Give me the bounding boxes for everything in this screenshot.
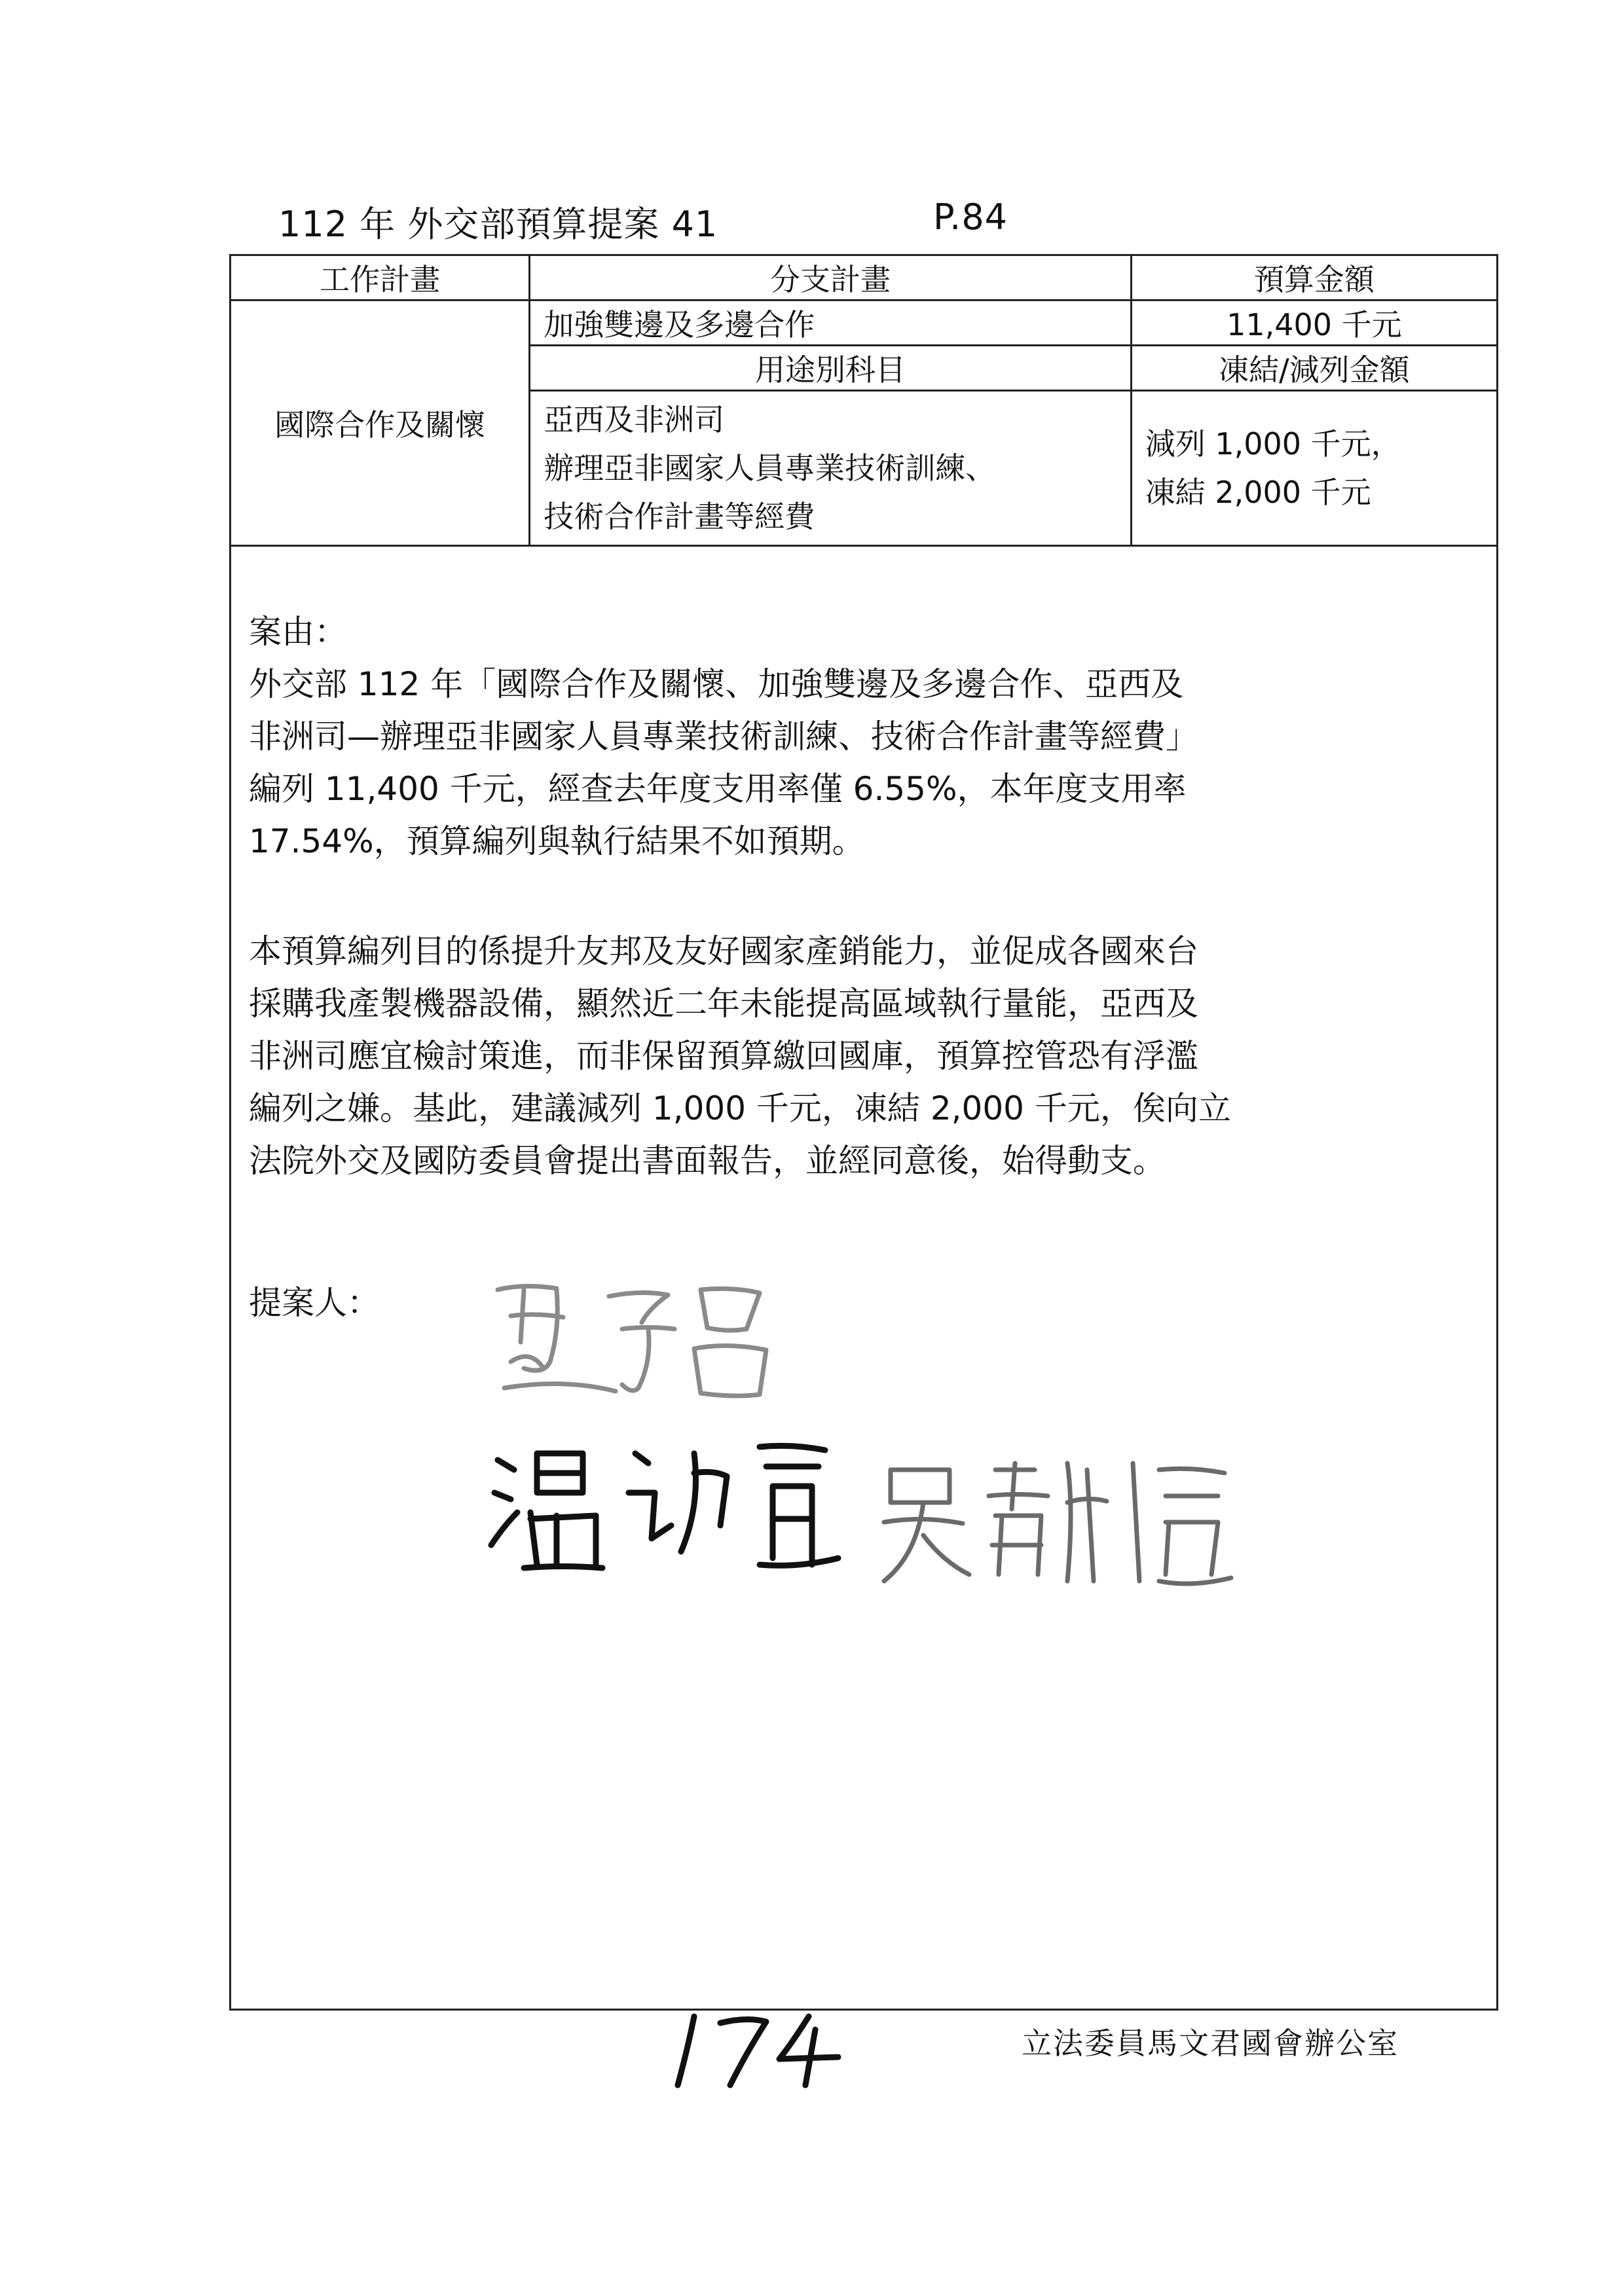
page-number-handwriting [668,2003,851,2095]
document-header [278,196,1008,247]
reason-line: 外交部 112 年「國際合作及關懷、加強雙邊及多邊合作、亞西及 [249,665,1184,703]
table-header-row [231,255,1498,301]
proposer-label: 提案人： [249,1284,380,1322]
reason-label: 案由： [249,613,347,651]
branch-row [231,301,1498,346]
reason-line: 17.54%，預算編列與執行結果不如預期。 [249,822,865,860]
reason-line: 本預算編列目的係提升友邦及友好國家產銷能力，並促成各國來台 [249,932,1198,970]
reason-line: 編列 11,400 千元，經查去年度支用率僅 6.55%，本年度支用率 [249,770,1187,808]
reason-line: 編列之嫌。基此，建議減列 1,000 千元，凍結 2,000 千元，俟向立 [249,1089,1231,1127]
signature-wu-sz-huai [871,1450,1238,1601]
item-line: 技術合作計畫等經費 [544,499,815,534]
header-budget-amount: 預算金額 [1131,255,1497,301]
signature-ma-wen-chun [485,1264,786,1421]
reason-line: 法院外交及國防委員會提出書面報告，並經同意後，始得動支。 [249,1142,1166,1180]
amount-line: 凍結 2,000 千元 [1145,475,1371,510]
item-cell [530,391,1131,546]
reason-line: 採購我產製機器設備，顯然近二年未能提高區域執行量能，亞西及 [249,985,1198,1023]
item-line: 亞西及非洲司 [544,402,725,437]
item-line: 辦理亞非國家人員專業技術訓練、 [544,450,996,486]
signature-wen-yu-hsia [485,1434,851,1584]
page-reference: P.84 [933,196,1008,238]
page-number [668,2003,851,2098]
amount-cell [1131,391,1497,546]
reason-line: 非洲司應宜檢討策進，而非保留預算繳回國庫，預算控管恐有浮濫 [249,1037,1198,1075]
subheader-item: 用途別科目 [530,346,1131,391]
reason-section [249,606,1480,1187]
header-work-plan: 工作計畫 [231,255,530,301]
header-branch-plan: 分支計畫 [530,255,1131,301]
subheader-amount: 凍結/減列金額 [1131,346,1497,391]
proposal-title: 112 年 外交部預算提案 41 [278,204,718,245]
budget-amount-cell: 11,400 千元 [1131,301,1497,346]
reason-line: 非洲司—辦理亞非國家人員專業技術訓練、技術合作計畫等經費」 [249,718,1198,756]
branch-plan-cell: 加強雙邊及多邊合作 [530,301,1131,346]
office-name: 立法委員馬文君國會辦公室 [1022,2026,1399,2061]
budget-table [229,254,1498,547]
work-plan-cell: 國際合作及關懷 [231,301,530,546]
amount-line: 減列 1,000 千元， [1145,426,1401,462]
